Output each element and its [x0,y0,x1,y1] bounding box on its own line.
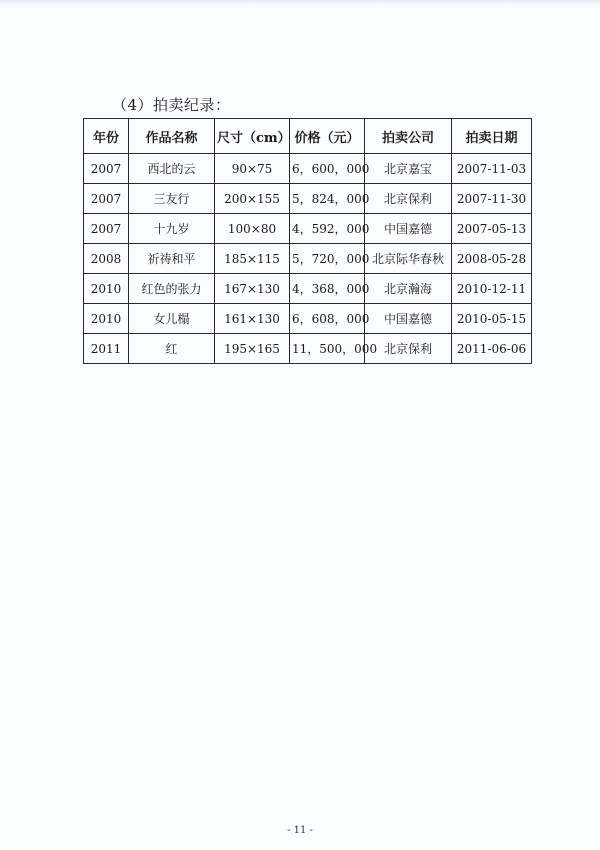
cell-price: 11，500，000 [290,334,365,364]
table-row [84,274,532,304]
cell-size: 100×80 [215,214,290,244]
cell-auction-house: 中国嘉德 [365,214,452,244]
cell-work-title: 西北的云 [129,154,215,184]
cell-price: 6，608，000 [290,304,365,334]
cell-auction-house: 北京嘉宝 [365,154,452,184]
cell-auction-date: 2007-11-03 [452,154,532,184]
cell-size: 90×75 [215,154,290,184]
cell-work-title: 三友行 [129,184,215,214]
cell-price: 6，600，000 [290,154,365,184]
table-row [84,154,532,184]
cell-work-title: 红 [129,334,215,364]
cell-auction-house: 北京际华春秋 [365,244,452,274]
header-year: 年份 [84,119,129,154]
section-heading: （4）拍卖纪录： [112,96,231,114]
table-header-row [84,119,532,154]
cell-price: 5，824，000 [290,184,365,214]
cell-auction-date: 2010-12-11 [452,274,532,304]
cell-work-title: 祈祷和平 [129,244,215,274]
cell-size: 195×165 [215,334,290,364]
header-auction-house: 拍卖公司 [365,119,452,154]
cell-auction-house: 中国嘉德 [365,304,452,334]
cell-year: 2008 [84,244,129,274]
cell-size: 200×155 [215,184,290,214]
cell-auction-date: 2007-11-30 [452,184,532,214]
cell-auction-house: 北京保利 [365,334,452,364]
scan-edge-shadow [0,0,600,6]
cell-auction-house: 北京瀚海 [365,274,452,304]
cell-year: 2010 [84,274,129,304]
page-number: - 11 - [287,825,313,836]
cell-price: 4，592，000 [290,214,365,244]
header-price: 价格（元） [290,119,365,154]
cell-work-title: 红色的张力 [129,274,215,304]
table-row [84,214,532,244]
cell-year: 2010 [84,304,129,334]
table-row [84,304,532,334]
cell-year: 2007 [84,184,129,214]
cell-auction-date: 2011-06-06 [452,334,532,364]
cell-year: 2007 [84,214,129,244]
table-row [84,334,532,364]
header-auction-date: 拍卖日期 [452,119,532,154]
cell-work-title: 十九岁 [129,214,215,244]
cell-auction-date: 2008-05-28 [452,244,532,274]
cell-price: 4，368，000 [290,274,365,304]
header-work-title: 作品名称 [129,119,215,154]
cell-year: 2011 [84,334,129,364]
cell-price: 5，720，000 [290,244,365,274]
cell-size: 185×115 [215,244,290,274]
cell-year: 2007 [84,154,129,184]
cell-auction-date: 2007-05-13 [452,214,532,244]
auction-records-table [83,118,532,364]
cell-size: 167×130 [215,274,290,304]
header-size: 尺寸（cm） [215,119,290,154]
table-row [84,184,532,214]
cell-auction-house: 北京保利 [365,184,452,214]
cell-size: 161×130 [215,304,290,334]
cell-work-title: 女儿榻 [129,304,215,334]
cell-auction-date: 2010-05-15 [452,304,532,334]
table-row [84,244,532,274]
